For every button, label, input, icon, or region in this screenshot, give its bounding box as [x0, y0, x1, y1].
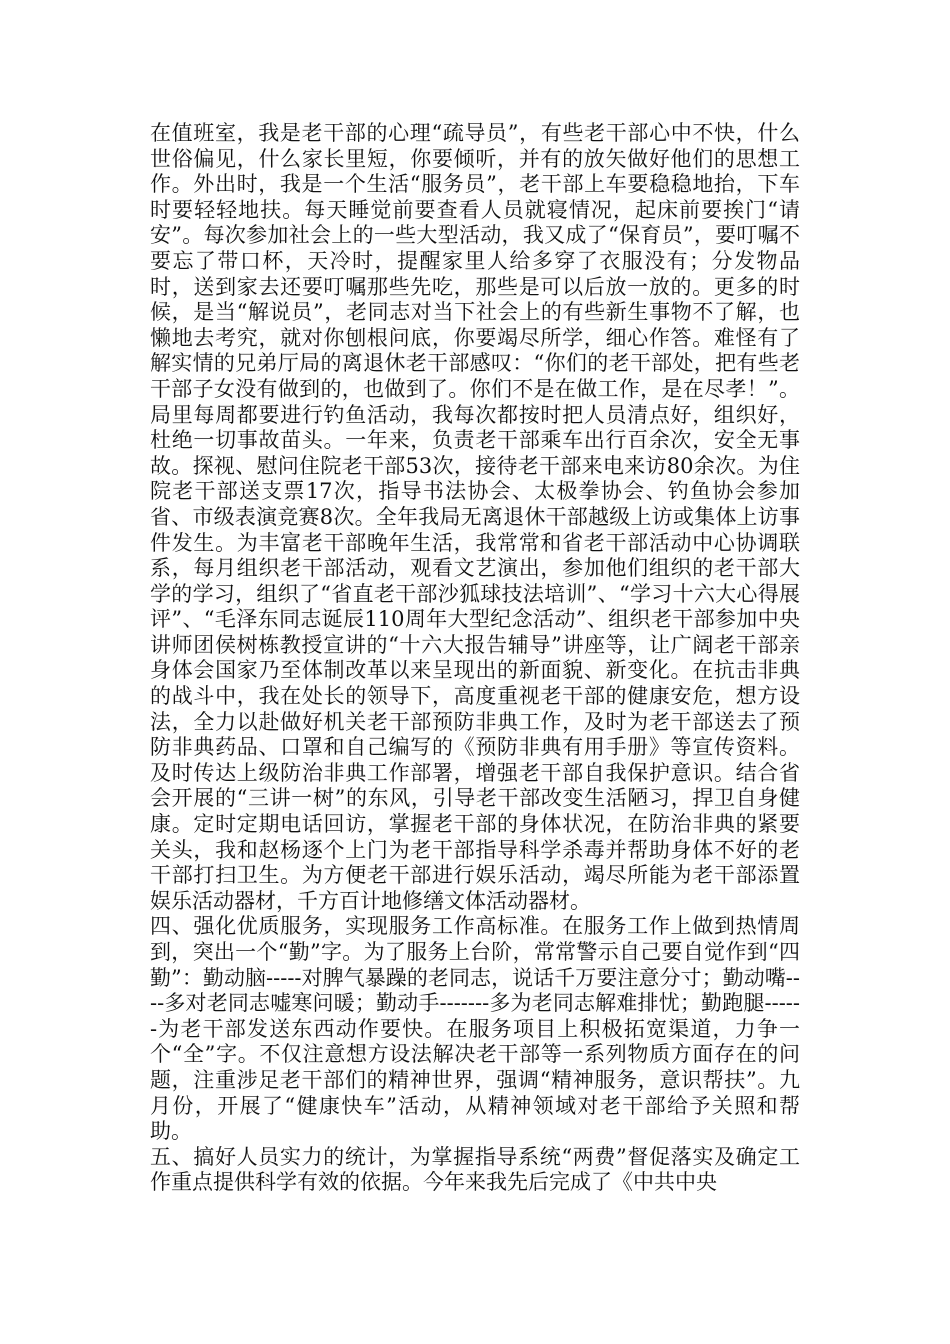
paragraph-service-roles: 在值班室，我是老干部的心理“疏导员”，有些老干部心中不快，什么世俗偏见，什么家长里短，你要倾听，并有的放矢做好他们的思想工作。外出时，我是一个生活“服务员”，老干部上车要稳稳地抬，下车时要轻轻地扶。每天睡觉前要查看人员就寝情况，起床前要挨门“请安”。每次参加社会上的一些大型活动，我又成了“保育员”，要叮嘱不要忘了带口杯，天冷时，提醒家里人给多穿了衣服没有；分发物品时，送到家去还要叮嘱那些先吃，那些是可以后放一放的。更多的时候，是当“解说员”，老同志对当下社会上的有些新生事物不了解，也懒地去考究，就对你刨根问底，你要竭尽所学，细心作答。难怪有了解实情的兄弟厅局的离退休老干部感叹：“你们的老干部处，把有些老干部子女没有做到的，也做到了。你们不是在做工作，是在尽孝！”。局里每周都要进行钓鱼活动，我每次都按时把人员清点好，组织好，杜绝一切事故苗头。一年来，负责老干部乘车出行百余次，安全无事故。探视、慰问住院老干部53次，接待老干部来电来访80余次。为住院老干部送支票17次，指导书法协会、太极拳协会、钓鱼协会参加省、市级表演竞赛8次。全年我局无离退休干部越级上访或集体上访事件发生。为丰富老干部晚年生活，我常常和省老干部活动中心协调联系，每月组织老干部活动，观看文艺演出，参加他们组织的老干部大学的学习，组织了“省直老干部沙狐球技法培训”、“学习十六大心得展评”、“毛泽东同志诞辰110周年大型纪念活动”、组织老干部参加中央讲师团侯树栋教授宣讲的“十六大报告辅导”讲座等，让广阔老干部亲身体会国家乃至体制改革以来呈现出的新面貌、新变化。在抗击非典的战斗中，我在处长的领导下，高度重视老干部的健康安危，想方设法，全力以赴做好机关老干部预防非典工作，及时为老干部送去了预防非典药品、口罩和自己编写的《预防非典有用手册》等宣传资料。及时传达上级防治非典工作部署，增强老干部自我保护意识。结合省会开展的“三讲一树”的东风，引导老干部改变生活陋习，捍卫自身健康。定时定期电话回访，掌握老干部的身体状况，在防治非典的紧要关头，我和赵杨逐个上门为老干部指导科学杀毒并帮助身体不好的老干部打扫卫生。为方便老干部进行娱乐活动，竭尽所能为老干部添置娱乐活动器材，千方百计地修缮文体活动器材。 — [150, 121, 800, 913]
paragraph-quality-service: 四、强化优质服务，实现服务工作高标准。在服务工作上做到热情周到，突出一个“勤”字。为了服务上台阶，常常警示自己要自觉作到“四勤”：勤动脑-----对脾气暴躁的老同志，说话千万要注意分寸；勤动嘴----多对老同志嘘寒问暖；勤动手-------多为老同志解难排忧；勤跑腿------为老干部发送东西动作要快。在服务项目上积极拓宽渠道，力争一个“全”字。不仅注意想方设法解决老干部等一系列物质方面存在的问题，注重涉足老干部们的精神世界，强调“精神服务，意识帮扶”。九月份，开展了“健康快车”活动，从精神领域对老干部给予关照和帮助。 — [150, 914, 800, 1144]
paragraph-personnel-statistics: 五、搞好人员实力的统计，为掌握指导系统“两费”督促落实及确定工作重点提供科学有效的依据。今年来我先后完成了《中共中央 — [150, 1144, 800, 1195]
document-body — [150, 121, 800, 1196]
